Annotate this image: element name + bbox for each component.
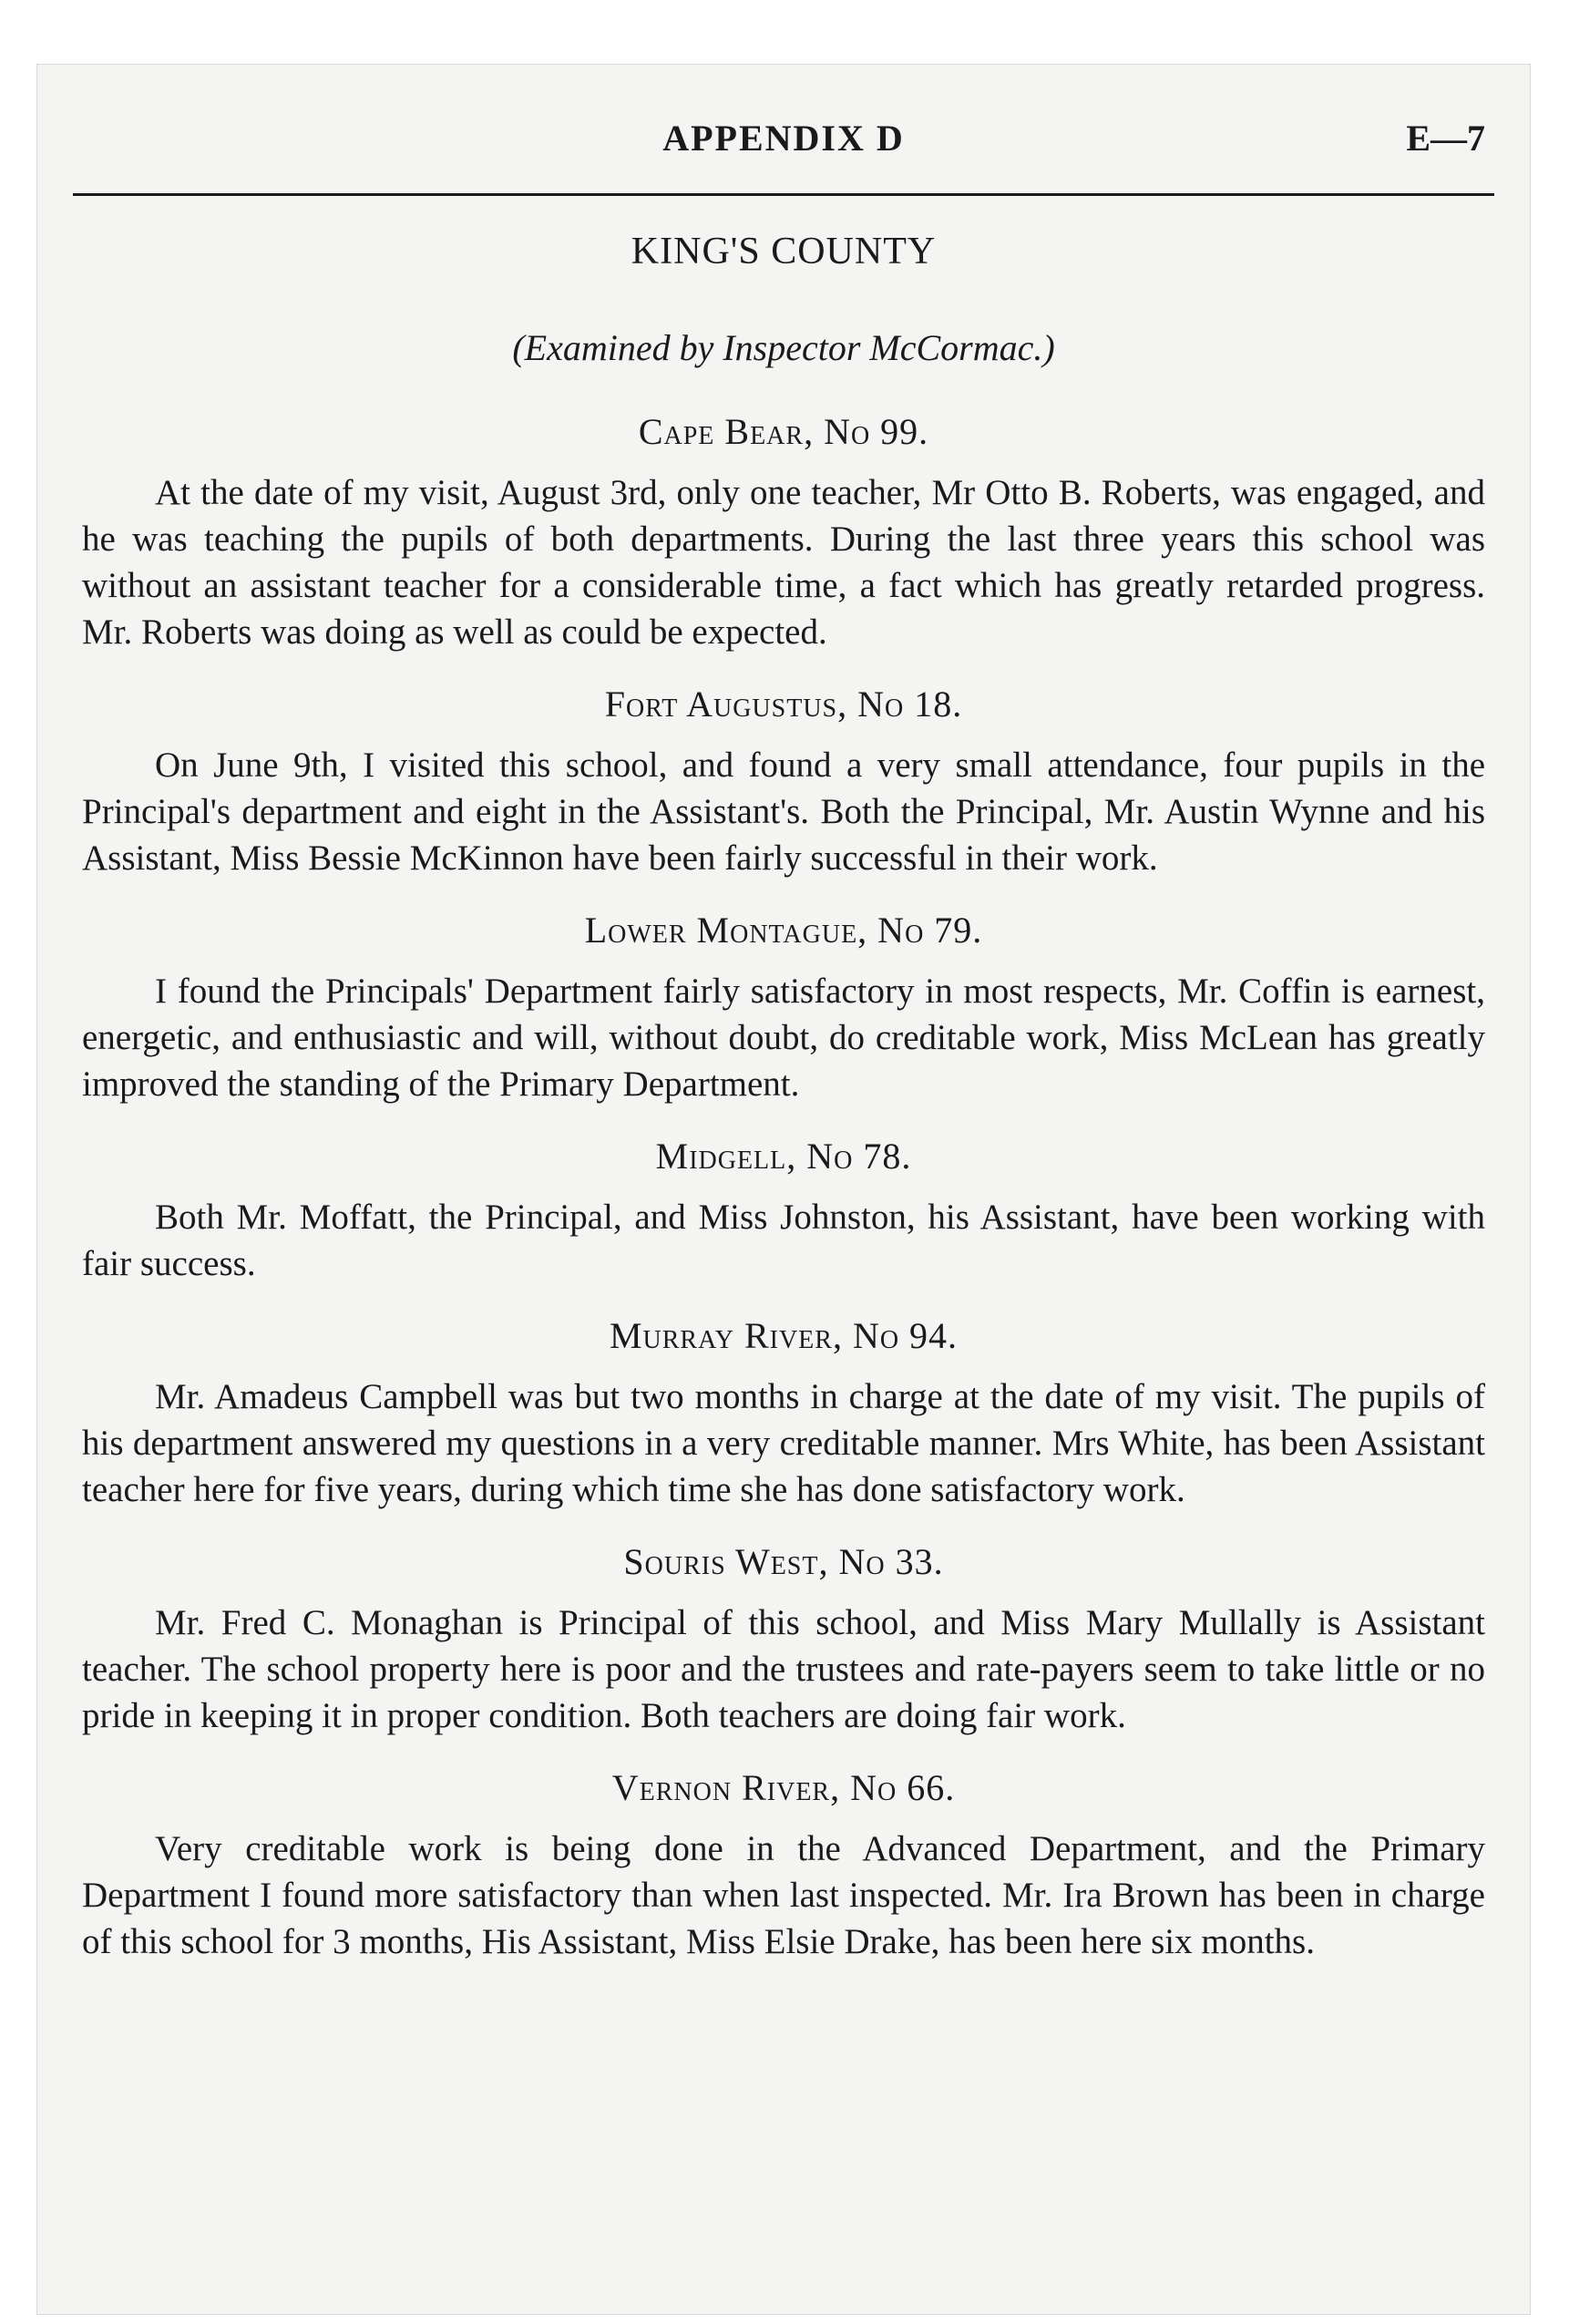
header-rule [73, 193, 1494, 196]
school-section [82, 1540, 1485, 1739]
page-header [36, 117, 1531, 180]
school-report: Both Mr. Moffatt, the Principal, and Miss Johnston, his Assistant, have been working with fair success. [82, 1198, 1485, 1283]
school-heading: Lower Montague, No 79. [584, 910, 983, 951]
examiner-line: (Examined by Inspector McCormac.) [512, 327, 1055, 368]
school-section [82, 1314, 1485, 1513]
school-heading: Vernon River, No 66. [611, 1767, 956, 1808]
school-heading: Souris West, No 33. [623, 1541, 944, 1582]
school-section [82, 410, 1485, 655]
page-number: E—7 [1406, 118, 1485, 159]
school-heading: Fort Augustus, No 18. [604, 684, 963, 725]
school-report: Mr. Fred C. Monaghan is Principal of this school, and Miss Mary Mullally is Assistant teacher. The school property here is poor and the trustees and rate-payers seem to take little or no pride in keeping it in proper condition. Both teachers are doing fair work. [82, 1603, 1485, 1735]
school-heading: Cape Bear, No 99. [638, 411, 929, 452]
school-section [82, 1135, 1485, 1287]
school-section [82, 1766, 1485, 1965]
school-section [82, 909, 1485, 1107]
school-report: Very creditable work is being done in the Advanced Department, and the Primary Department I found more satisfactory than when last inspected. Mr. Ira Brown has been in charge of this school for 3 months, His Assistant, Miss Elsie Drake, has been here six months. [82, 1829, 1485, 1961]
appendix-title: APPENDIX D [662, 118, 905, 159]
report-content [82, 410, 1485, 1992]
school-heading: Midgell, No 78. [655, 1136, 912, 1177]
county-heading: KING'S COUNTY [631, 231, 937, 273]
school-report: On June 9th, I visited this school, and found a very small attendance, four pupils in the Principal's department and eight in the Assistant's. Both the Principal, Mr. Austin Wynne and his Assistant, Miss Bessie McKinnon have been fairly successful in their work. [82, 746, 1485, 878]
school-report: I found the Principals' Department fairly satisfactory in most respects, Mr. Coffin is earnest, energetic, and enthusiastic and will, without doubt, do creditable work, Miss McLean has greatly improved the standing of the Primary Department. [82, 972, 1485, 1104]
document-page [36, 64, 1531, 2315]
school-report: At the date of my visit, August 3rd, only one teacher, Mr Otto B. Roberts, was engaged, and he was teaching the pupils of both departments. During the last three years this school was without an assistant teacher for a considerable time, a fact which has greatly retarded progress. Mr. Roberts was doing as well as could be expected. [82, 473, 1485, 652]
school-report: Mr. Amadeus Campbell was but two months in charge at the date of my visit. The pupils of his department answered my questions in a very creditable manner. Mrs White, has been Assistant teacher here for five years, during which time she has done satisfactory work. [82, 1377, 1485, 1509]
school-heading: Murray River, No 94. [609, 1315, 959, 1356]
school-section [82, 683, 1485, 881]
